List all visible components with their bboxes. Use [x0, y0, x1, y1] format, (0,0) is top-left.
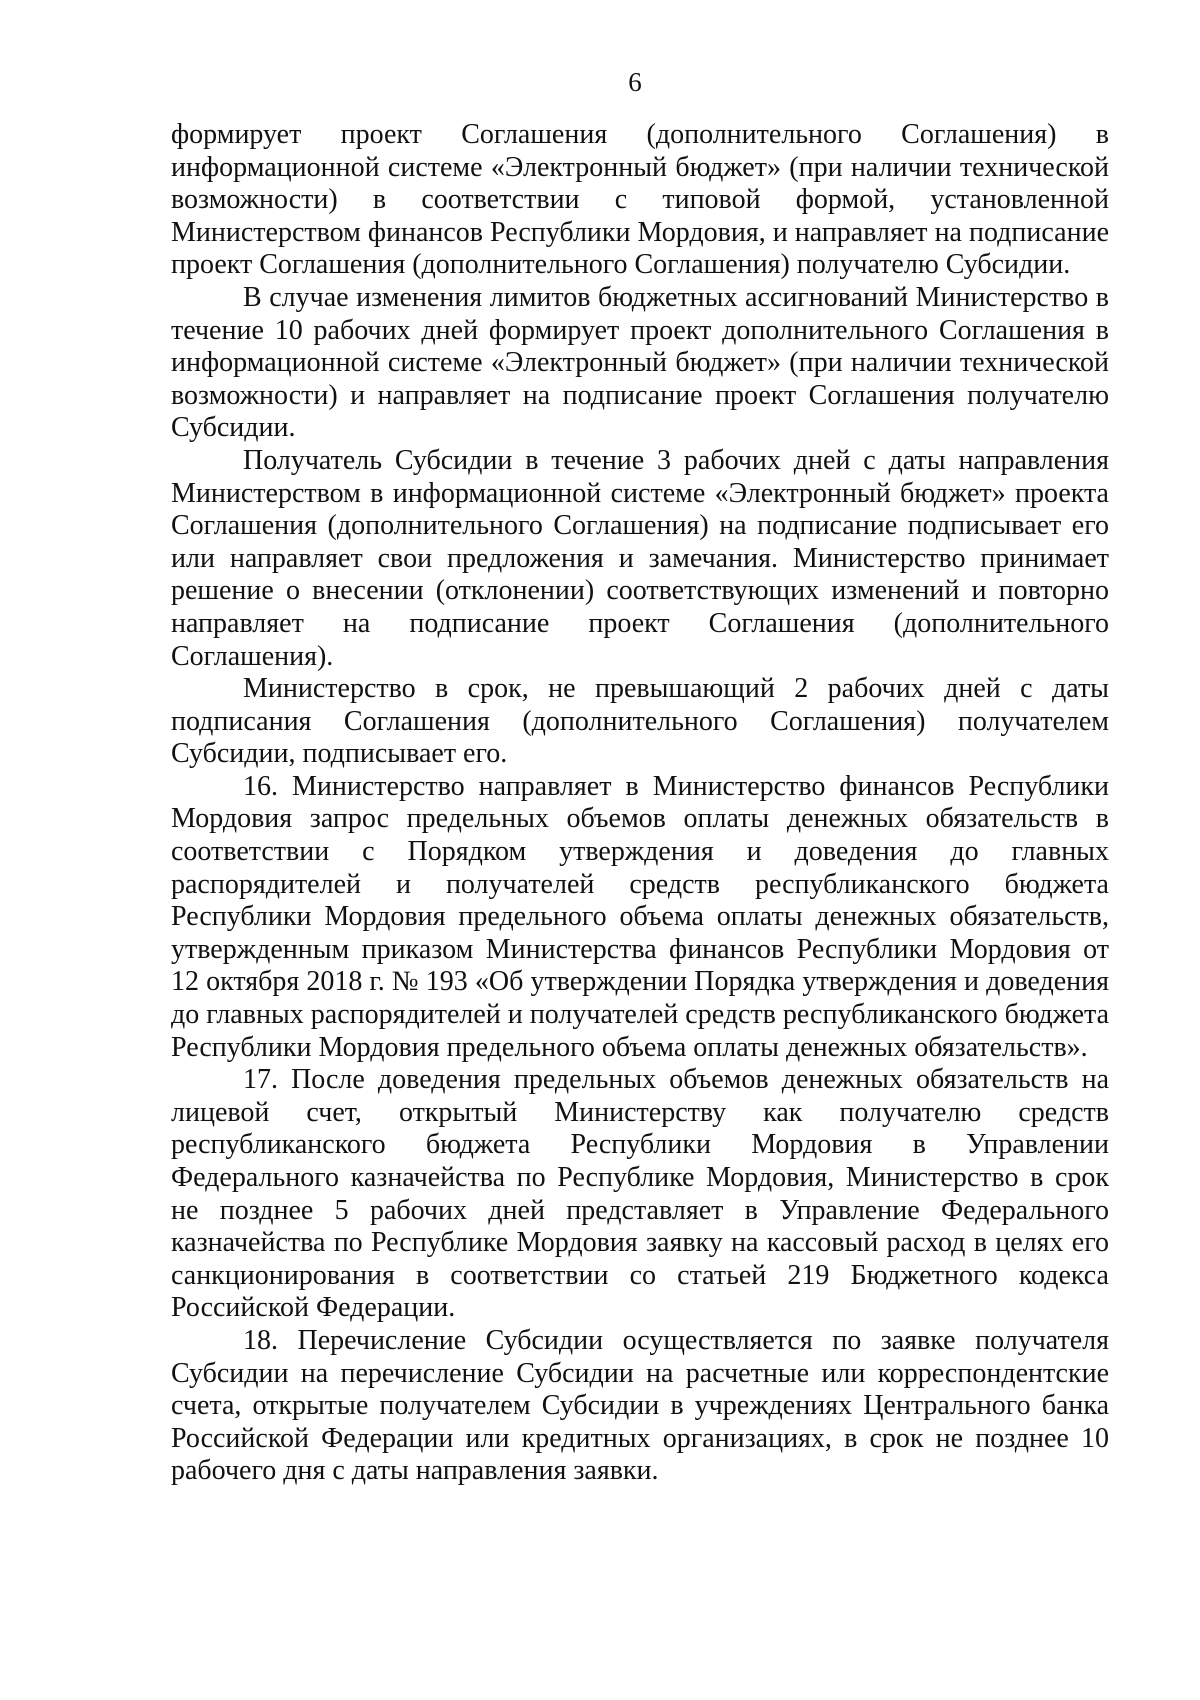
paragraph-item-17: 17. После доведения предельных объемов денежных обязательств на лицевой счет, открытый Министерству как получателю средств республиканского бюджета Республики Мордовия в Управлении Федерального казначейства по Республике Мордовия, Министерство в срок не позднее 5 рабочих дней представляет в Управление Федерального казначейства по Республике Мордовия заявку на кассовый расход в целях его санкционирования в соответствии со статьей 219 Бюджетного кодекса Российской Федерации. — [171, 1064, 1109, 1324]
page-number: 6 — [628, 67, 642, 97]
paragraph-continuation: формирует проект Соглашения (дополнительного Соглашения) в информационной системе «Электронный бюджет» (при наличии технической возможности) в соответствии с типовой формой, установленной Министерством финансов Республики Мордовия, и направляет на подписание проект Соглашения (дополнительного Соглашения) получателю Субсидии. — [171, 119, 1109, 281]
paragraph-item-18: 18. Перечисление Субсидии осуществляется по заявке получателя Субсидии на перечисление Субсидии на расчетные или корреспондентские счета, открытые получателем Субсидии в учреждениях Центрального банка Российской Федерации или кредитных организациях, в срок не позднее 10 рабочего дня с даты направления заявки. — [171, 1324, 1109, 1487]
paragraph-recipient-signing: Получатель Субсидии в течение 3 рабочих дней с даты направления Министерством в информационной системе «Электронный бюджет» проекта Соглашения (дополнительного Соглашения) на подписание подписывает его или направляет свои предложения и замечания. Министерство принимает решение о внесении (отклонении) соответствующих изменений и повторно направляет на подписание проект Соглашения (дополнительного Соглашения). — [171, 444, 1109, 672]
document-body — [171, 119, 1109, 1488]
paragraph-item-16: 16. Министерство направляет в Министерство финансов Республики Мордовия запрос предельных объемов оплаты денежных обязательств в соответствии с Порядком утверждения и доведения до главных распорядителей и получателей средств республиканского бюджета Республики Мордовия предельного объема оплаты денежных обязательств, утвержденным приказом Министерства финансов Республики Мордовия от 12 октября 2018 г. № 193 «Об утверждении Порядка утверждения и доведения до главных распорядителей и получателей средств республиканского бюджета Республики Мордовия предельного объема оплаты денежных обязательств». — [171, 770, 1109, 1063]
paragraph-limits-change: В случае изменения лимитов бюджетных ассигнований Министерство в течение 10 рабочих дней формирует проект дополнительного Соглашения в информационной системе «Электронный бюджет» (при наличии технической возможности) и направляет на подписание проект Соглашения получателю Субсидии. — [171, 281, 1109, 444]
paragraph-ministry-signing: Министерство в срок, не превышающий 2 рабочих дней с даты подписания Соглашения (дополнительного Соглашения) получателем Субсидии, подписывает его. — [171, 673, 1109, 770]
